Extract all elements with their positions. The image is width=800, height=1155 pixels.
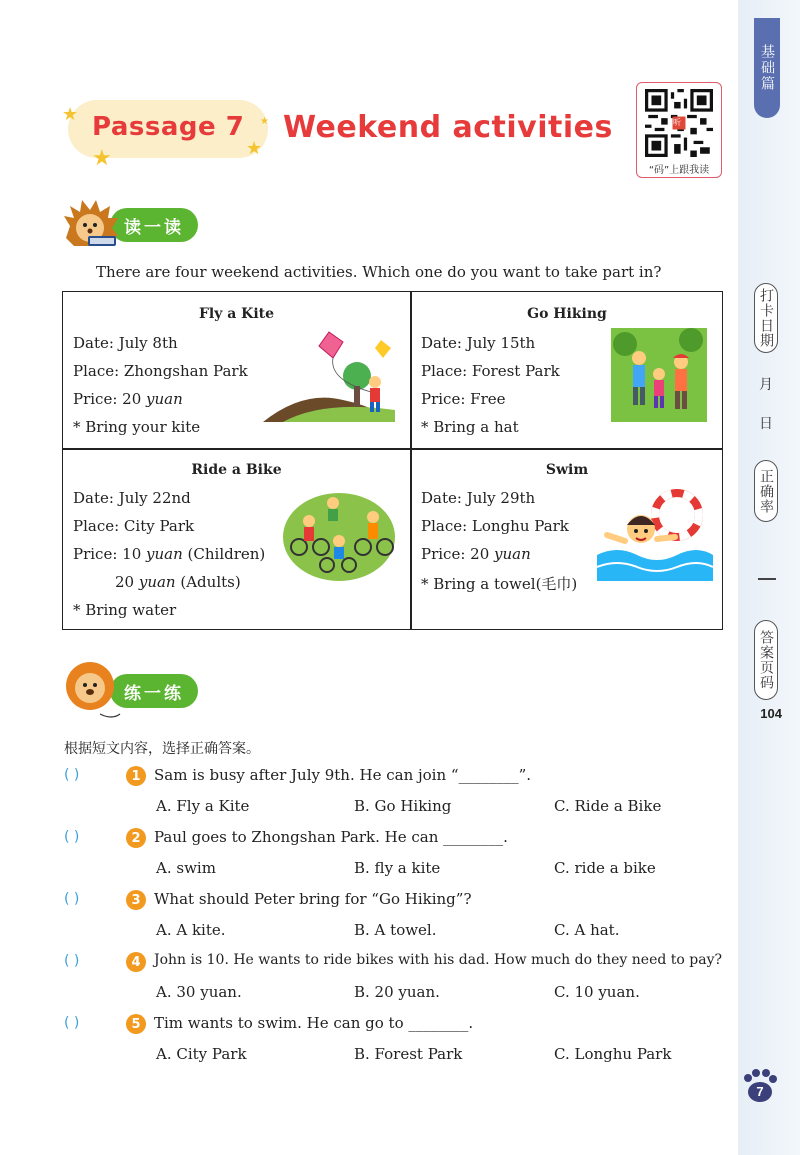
price-unit: yuan [146,545,183,563]
activity-place: Place: City Park [73,517,195,535]
intro-text: There are four weekend activities. Which one do you want to take part in? [96,263,662,281]
answer-blank[interactable]: ( ) [64,891,80,907]
activity-cell-swim [411,449,723,631]
price-suffix: (Adults) [175,573,241,591]
practice-section-label: 练一练 [110,674,198,708]
price-text: Price: 10 [73,545,147,563]
price-text: Price: 20 [73,390,147,408]
activity-price [73,390,183,408]
option-c[interactable]: C. 10 yuan. [554,983,640,1001]
activity-cell-go-hiking [411,292,723,448]
answer-blank[interactable]: ( ) [64,767,80,783]
star-icon: ★ [246,138,263,159]
activity-note: * Bring water [73,601,177,619]
star-icon: ★ [260,116,269,127]
activity-price: Price: Free [421,390,506,408]
activity-note: * Bring a towel(毛巾) [421,575,578,593]
option-c[interactable]: C. Ride a Bike [554,797,662,815]
question-number-badge: 4 [126,952,146,972]
price-unit: yuan [494,545,531,563]
day-label: 日 [759,416,773,432]
activity-title: Go Hiking [527,306,607,322]
qr-caption: “码”上跟我读 [648,165,710,176]
activity-cell-ride-bike [63,449,410,631]
option-a[interactable]: A. A kite. [156,921,226,939]
option-b[interactable]: B. fly a kite [354,859,441,877]
question-number-badge: 2 [126,828,146,848]
passage-number: Passage 7 [92,112,245,142]
question-number-badge: 3 [126,890,146,910]
option-c[interactable]: C. A hat. [554,921,620,939]
activity-price-adults [115,573,241,591]
page-number: 7 [756,1084,764,1099]
price-suffix: (Children) [182,545,266,563]
checkin-date-label: 打卡日期 [754,283,778,353]
answer-page-number: 104 [760,706,782,721]
qr-code-box[interactable] [636,82,722,178]
month-label: 月 [759,377,773,393]
star-icon: ★ [62,104,79,125]
option-c[interactable]: C. ride a bike [554,859,656,877]
page-title: Weekend activities [283,110,613,145]
activity-place: Place: Longhu Park [421,517,569,535]
answer-blank[interactable]: ( ) [64,829,80,845]
qr-listen-badge: 听 [673,118,681,127]
answer-blank[interactable]: ( ) [64,953,80,969]
activity-price [73,545,265,563]
activity-title: Fly a Kite [198,306,275,322]
option-a[interactable]: A. 30 yuan. [156,983,242,1001]
question-text: Sam is busy after July 9th. He can join “________”. [154,766,532,784]
question-text: What should Peter bring for “Go Hiking”? [154,890,472,908]
activity-grid [62,291,723,630]
cycling-family-illustration [283,487,395,581]
activity-date: Date: July 22nd [73,489,191,507]
option-b[interactable]: B. 20 yuan. [354,983,440,1001]
accuracy-blank [758,578,776,580]
price-text: 20 [115,573,139,591]
question-text: John is 10. He wants to ride bikes with his dad. How much do they need to pay? [154,952,722,968]
question-number-badge: 1 [126,766,146,786]
lion-mascot-icon [60,658,122,720]
option-b[interactable]: B. A towel. [354,921,437,939]
question-text: Paul goes to Zhongshan Park. He can ________. [154,828,508,846]
price-unit: yuan [146,390,183,408]
read-section-label: 读一读 [110,208,198,242]
option-a[interactable]: A. swim [156,859,216,877]
practice-instruction: 根据短文内容，选择正确答案。 [64,741,260,757]
star-icon: ★ [92,146,112,171]
question-text: Tim wants to swim. He can go to ________. [154,1014,474,1032]
activity-title: Ride a Bike [191,462,282,478]
option-b[interactable]: B. Go Hiking [354,797,452,815]
activity-note: * Bring a hat [421,418,519,436]
accuracy-label: 正确率 [754,460,778,522]
option-a[interactable]: A. Fly a Kite [156,797,250,815]
option-a[interactable]: A. City Park [156,1045,247,1063]
activity-note: * Bring your kite [73,418,201,436]
activity-title: Swim [545,462,589,478]
question-number-badge: 5 [126,1014,146,1034]
side-strip [738,0,800,1155]
kite-flying-illustration [263,330,395,422]
activity-cell-fly-kite [63,292,410,448]
swimming-boy-illustration [597,485,713,581]
option-b[interactable]: B. Forest Park [354,1045,463,1063]
hedgehog-mascot-icon [60,196,122,254]
answer-page-label: 答案页码 [754,620,778,700]
price-text: Price: 20 [421,545,495,563]
activity-place: Place: Forest Park [421,362,560,380]
price-unit: yuan [138,573,176,591]
page-number-paw [742,1068,778,1104]
side-tab-basic: 基础篇 [754,18,780,118]
activity-date: Date: July 8th [73,334,178,352]
activity-place: Place: Zhongshan Park [73,362,248,380]
hiking-family-illustration [611,328,707,422]
activity-date: Date: July 29th [421,489,536,507]
option-c[interactable]: C. Longhu Park [554,1045,672,1063]
activity-date: Date: July 15th [421,334,536,352]
answer-blank[interactable]: ( ) [64,1015,80,1031]
activity-price [421,545,531,563]
